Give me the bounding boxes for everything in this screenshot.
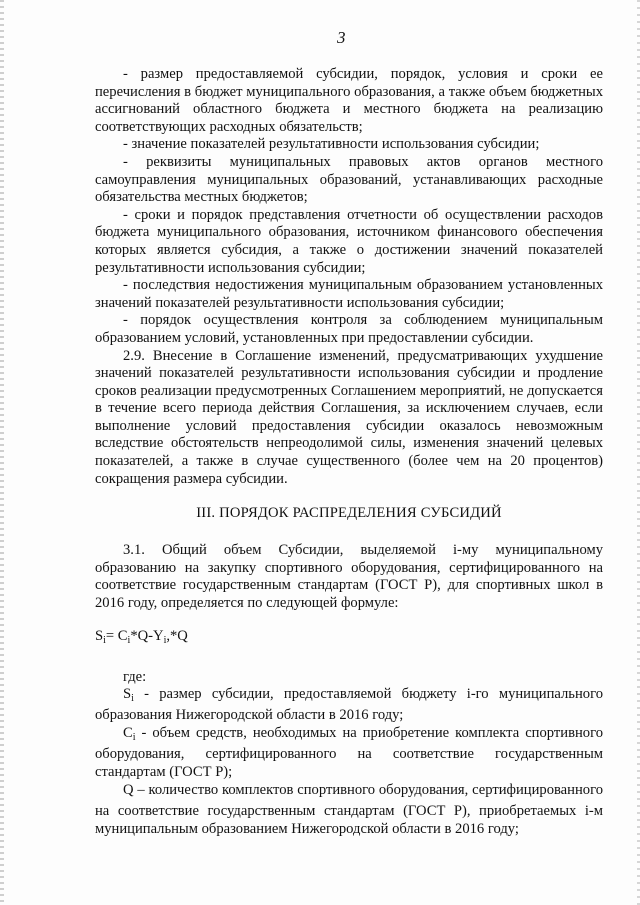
paragraph-3-1: 3.1. Общий объем Субсидии, выделяемой i-му муниципальному образованию на закупку спортивного оборудования, сертифицированного на соответствие государственным стандартам (ГОСТ Р), для спортивных школ в 2016 году, определяется по следующей формуле: bbox=[95, 542, 603, 612]
subsidy-formula: $S_i= C_i*Q-Y_i,*Q$ bbox=[95, 627, 188, 646]
paragraph-control: - порядок осуществления контроля за соблюдением муниципальным образованием условий, установленных при предоставлении субсидии. bbox=[95, 312, 603, 346]
paragraph-consequences: - последствия недостижения муниципальным образованием установленных значений показателей результативности использования субсидии; bbox=[95, 277, 603, 311]
document-body bbox=[95, 66, 603, 838]
definition-s: $S_i$ - размер субсидии, предоставляемой бюджету i-го муниципального образования Нижегородской области в 2016 году; bbox=[95, 685, 603, 724]
definition-c: $C_i$ - объем средств, необходимых на приобретение комплекта спортивного оборудования, сертифицированного на соответствие государственным стандартам (ГОСТ Р); bbox=[95, 724, 603, 780]
where-label: где: bbox=[123, 668, 147, 685]
paragraph-indicators: - значение показателей результативности использования субсидии; bbox=[123, 136, 540, 153]
scan-edge-left bbox=[0, 0, 4, 905]
paragraph-2-9: 2.9. Внесение в Соглашение изменений, предусматривающих ухудшение значений показателей результативности использования субсидии и продление сроков реализации предусмотренных Соглашением мероприятий, не допускается в течение всего периода действия Соглашения, за исключением случаев, если выполнение условий предоставления субсидии оказалось невозможным вследствие обстоятельств непреодолимой силы, изменения значений целевых показателей, а также в случае существенного (более чем на 20 процентов) сокращения размера субсидии. bbox=[95, 347, 603, 487]
section-heading: III. ПОРЯДОК РАСПРЕДЕЛЕНИЯ СУБСИДИЙ bbox=[196, 505, 502, 522]
page-number: 3 bbox=[337, 28, 347, 47]
paragraph-reporting: - сроки и порядок представления отчетности об осуществлении расходов бюджета муниципального образования, источником финансового обеспечения которых является субсидия, а также о достижении значений показателей результативности использования субсидии; bbox=[95, 206, 603, 276]
definition-q: Q – количество комплектов спортивного оборудования, сертифицированного на соответствие государственным стандартам (ГОСТ Р), приобретаемых i-м муниципальным образованием Нижегородской области в 2016 году; bbox=[95, 781, 603, 837]
paragraph-subsidy-size: - размер предоставляемой субсидии, порядок, условия и сроки ее перечисления в бюджет муниципального образования, а также объем бюджетных ассигнований областного бюджета и местного бюджета на реализацию соответствующих расходных обязательств; bbox=[95, 66, 603, 135]
paragraph-legal-acts: - реквизиты муниципальных правовых актов органов местного самоуправления муниципальных образований, устанавливающих расходные обязательства местных бюджетов; bbox=[95, 153, 603, 206]
